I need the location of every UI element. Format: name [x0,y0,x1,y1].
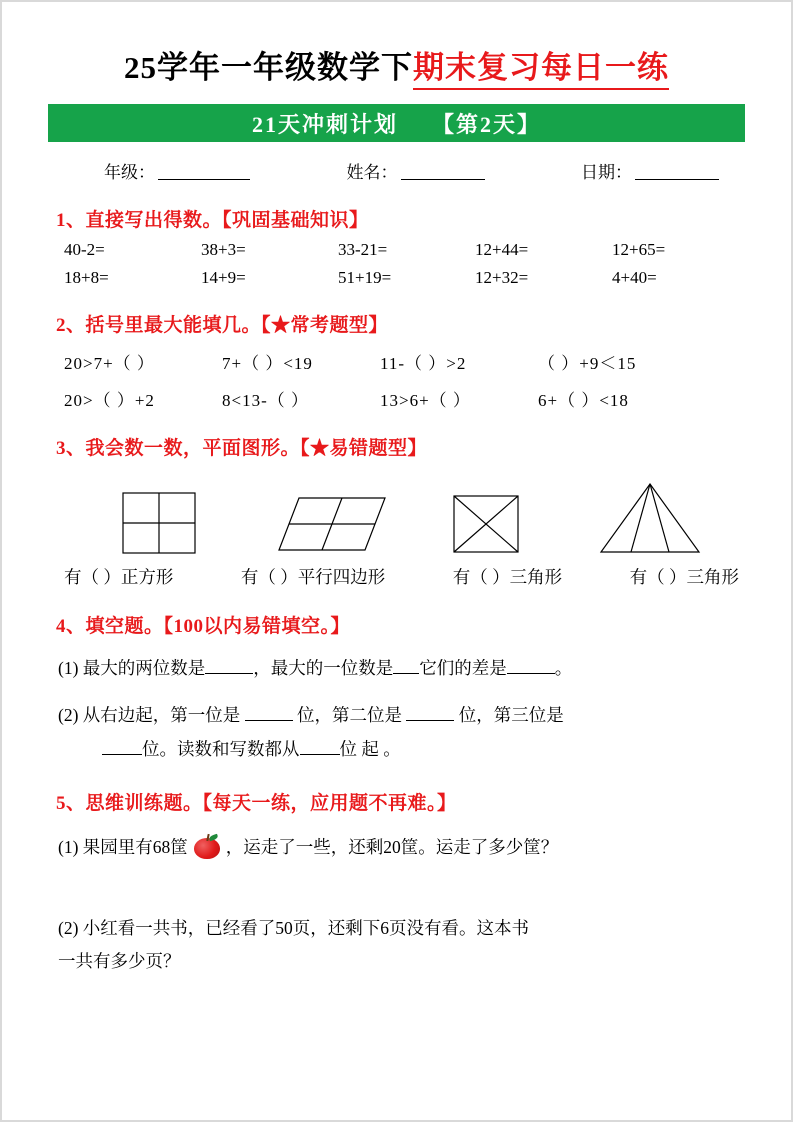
apple-icon [192,833,222,859]
name-field[interactable] [347,158,485,183]
square-diagonals-icon [446,490,526,556]
student-info-row [48,158,745,183]
triangle-lines-icon [595,480,705,556]
section-4-heading: 4、填空题。【100以内易错填空。】 [56,616,351,637]
page-title-red: 期末复习每日一练 [413,42,669,90]
square-grid-icon [111,490,207,556]
q5-1-text-a: (1) 果园里有68筐 [58,836,188,857]
section-5-question-1 [48,831,745,864]
name-label: 姓名： [346,163,398,182]
section-4-question-1 [48,652,745,685]
bracket-item: （ ）+9＜15 [538,354,637,373]
bracket-item: 20>（ ）+2 [64,391,155,410]
q5-2-text-cont: 一共有多少页？ [58,951,181,972]
section-1-row-1 [48,240,745,260]
answer-blank[interactable] [393,673,419,674]
answer-blank[interactable] [245,720,293,721]
parallelogram-grid-icon [255,490,391,556]
q4-1-text-c: 它们的差是 [419,658,507,678]
section-1-heading: 1、直接写出得数。【巩固基础知识】 [56,210,369,231]
answer-blank[interactable] [102,754,142,755]
date-blank[interactable] [635,179,719,180]
answer-blank[interactable] [300,754,340,755]
shape-label: 有（ ）三角形 [629,567,739,587]
answer-blank[interactable] [205,673,253,674]
shape-labels-row [48,556,745,589]
shape-square-grid [84,476,234,556]
calc-item: 18+8= [64,268,109,287]
shape-label: 有（ ）平行四边形 [240,567,386,587]
bracket-item: 6+（ ）<18 [538,391,629,410]
shape-label: 有（ ）正方形 [64,567,174,587]
grade-label: 年级： [104,163,155,182]
bracket-item: 13>6+（ ） [380,391,471,410]
bracket-item: 8<13-（ ） [222,391,309,410]
q4-2-text-c: 位，第三位是 [458,705,564,726]
calc-item: 12+65= [612,240,666,259]
plan-banner-text: 21天冲刺计划 [251,111,398,137]
shape-label: 有（ ）三角形 [452,567,563,587]
calc-item: 51+19= [338,268,392,287]
grade-field[interactable] [104,158,250,183]
calc-item: 40-2= [64,240,105,259]
q5-1-text-b: ，运走了一些，还剩20筐。运走了多少筐？ [225,836,559,857]
name-blank[interactable] [401,179,485,180]
q4-2-text-d: 位。读数和写数都从 [142,738,300,759]
section-5-question-2 [48,912,745,979]
shape-square-with-diagonals [411,476,561,556]
section-3-heading: 3、我会数一数，平面图形。【★易错题型】 [56,438,428,459]
calc-item: 12+44= [475,240,529,259]
calc-item: 33-21= [338,240,388,259]
q4-1-text-b: ，最大的一位数是 [253,658,394,678]
page-title [48,42,745,90]
section-2-heading: 2、括号里最大能填几。【★常考题型】 [56,315,389,336]
bracket-item: 20>7+（ ） [64,354,155,373]
date-field[interactable] [581,158,719,183]
bracket-item: 11-（ ）>2 [380,354,467,373]
plan-banner [48,104,745,142]
q5-2-text: (2) 小红看一共书，已经看了50页，还剩下6页没有看。这本书 [58,918,530,938]
calc-item: 4+40= [612,268,657,287]
section-5-heading: 5、思维训练题。【每天一练，应用题不再难。】 [56,792,457,814]
q4-1-text-a: (1) 最大的两位数是 [58,658,206,678]
q4-2-text-b: 位，第二位是 [297,705,403,726]
q4-2-text-a: (2) 从右边起，第一位是 [58,705,241,726]
answer-blank[interactable] [406,720,454,721]
shape-parallelogram-grid [248,476,398,556]
q4-2-text-e: 位 起 。 [339,738,401,759]
plan-banner-day: 【第2天】 [432,111,542,137]
date-label: 日期： [581,163,632,182]
q4-1-text-d: 。 [554,658,573,678]
page-title-black: 25学年一年级数学下 [124,50,413,85]
calc-item: 14+9= [201,268,246,287]
calc-item: 12+32= [475,268,529,287]
section-2-row-2 [48,386,745,411]
shape-triangle-with-lines [575,476,725,556]
grade-blank[interactable] [158,179,250,180]
calc-item: 38+3= [201,240,246,259]
shapes-row [48,466,745,556]
section-2-row-1 [48,349,745,374]
bracket-item: 7+（ ）<19 [222,354,313,373]
section-1-row-2 [48,268,745,288]
section-4-question-2 [48,699,745,766]
answer-blank[interactable] [507,673,555,674]
